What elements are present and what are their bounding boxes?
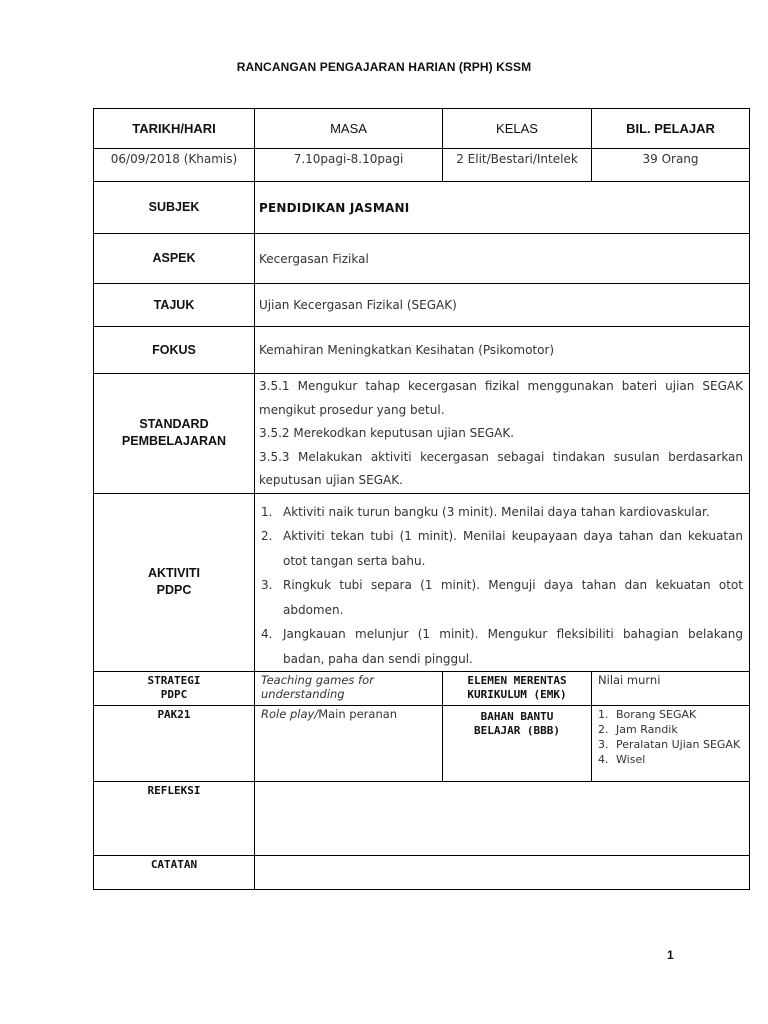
kelas-value: 2 Elit/Bestari/Intelek [443,149,592,182]
list-text: Aktiviti tekan tubi (1 minit). Menilai keupayaan daya tahan dan kekuatan otot tangan serta bahu. [283,529,744,568]
list-text: Wisel [616,753,646,766]
list-number: 4. [261,627,273,641]
aktiviti-label-line2: PDPC [156,583,192,598]
list-item [261,622,743,671]
list-number: 1. [261,504,273,519]
strategi-value [255,672,443,706]
emk-label [443,672,592,706]
catatan-label: CATATAN [94,856,255,890]
emk-label-line2: KURIKULUM (EMK) [467,688,567,701]
pak21-label: PAK21 [94,706,255,782]
bil-pelajar-header: BIL. PELAJAR [592,109,750,149]
list-text: Aktiviti naik turun bangku (3 minit). Menilai daya tahan kardiovaskular. [283,504,710,519]
list-text: Jam Randik [616,723,678,736]
strategi-label [94,672,255,706]
tarikh-value: 06/09/2018 (Khamis) [94,149,255,182]
masa-value: 7.10pagi-8.10pagi [255,149,443,182]
standard-item: 3.5.3 Melakukan aktiviti kecergasan sebagai tindakan susulan berdasarkan keputusan ujian SEGAK. [259,449,744,487]
list-item [261,573,743,622]
tajuk-value: Ujian Kecergasan Fizikal (SEGAK) [255,284,750,327]
list-text: Ringkuk tubi separa (1 minit). Menguji daya tahan dan kekuatan otot abdomen. [283,578,744,617]
pak21-value-normal: Main peranan [318,707,398,721]
strategi-value-text: Teaching games for understanding [261,673,374,701]
aktiviti-label-line1: AKTIVITI [147,566,201,581]
list-item [261,500,743,525]
list-number: 3. [261,578,273,592]
pak21-value [255,706,443,782]
list-item [598,722,747,737]
kelas-header: KELAS [443,109,592,149]
subjek-label: SUBJEK [94,182,255,234]
standard-item: 3.5.1 Mengukur tahap kecergasan fizikal menggunakan bateri ujian SEGAK mengikut prosedur yang betul. [259,379,744,417]
list-number: 4. [598,753,609,766]
refleksi-value [255,782,750,856]
fokus-label: FOKUS [94,327,255,374]
emk-label-line1: ELEMEN MERENTAS [467,674,567,687]
strategi-label-line1: STRATEGI [147,674,201,687]
list-item [598,707,747,722]
bbb-label-line2: BELAJAR (BBB) [473,724,561,737]
tarikh-header: TARIKH/HARI [94,109,255,149]
list-item [598,737,747,752]
list-number: 3. [598,738,609,751]
bbb-label [443,706,592,782]
refleksi-label: REFLEKSI [94,782,255,856]
list-item [598,752,747,767]
page-number: 1 [667,948,674,962]
strategi-label-line2: PDPC [160,688,188,701]
list-text: Jangkauan melunjur (1 minit). Mengukur fleksibiliti bahagian belakang badan, paha dan sendi pinggul. [283,627,744,666]
aktiviti-label [94,493,255,672]
pak21-value-italic: Role play/ [261,707,319,721]
document-title: RANCANGAN PENGAJARAN HARIAN (RPH) KSSM [236,60,532,74]
masa-header: MASA [255,109,443,149]
aktiviti-content [255,493,750,672]
aspek-label: ASPEK [94,234,255,284]
tajuk-label: TAJUK [94,284,255,327]
rph-table [93,108,750,890]
subjek-value: PENDIDIKAN JASMANI [255,182,750,234]
bbb-list [592,706,749,767]
bil-pelajar-value: 39 Orang [592,149,750,182]
standard-label [94,374,255,494]
standard-label-line1: STANDARD [139,417,209,432]
standard-content [255,374,750,494]
bbb-label-line1: BAHAN BANTU [480,710,554,723]
aktiviti-list [255,494,749,672]
list-number: 2. [598,723,609,736]
list-number: 2. [261,529,273,543]
bbb-content [592,706,750,782]
catatan-value [255,856,750,890]
standard-label-line2: PEMBELAJARAN [121,434,227,449]
list-text: Borang SEGAK [616,708,697,721]
aspek-value: Kecergasan Fizikal [255,234,750,284]
list-item [261,524,743,573]
fokus-value: Kemahiran Meningkatkan Kesihatan (Psikomotor) [255,327,750,374]
emk-value: Nilai murni [592,672,750,706]
list-text: Peralatan Ujian SEGAK [616,738,741,751]
list-number: 1. [598,708,609,721]
standard-item: 3.5.2 Merekodkan keputusan ujian SEGAK. [259,426,515,440]
